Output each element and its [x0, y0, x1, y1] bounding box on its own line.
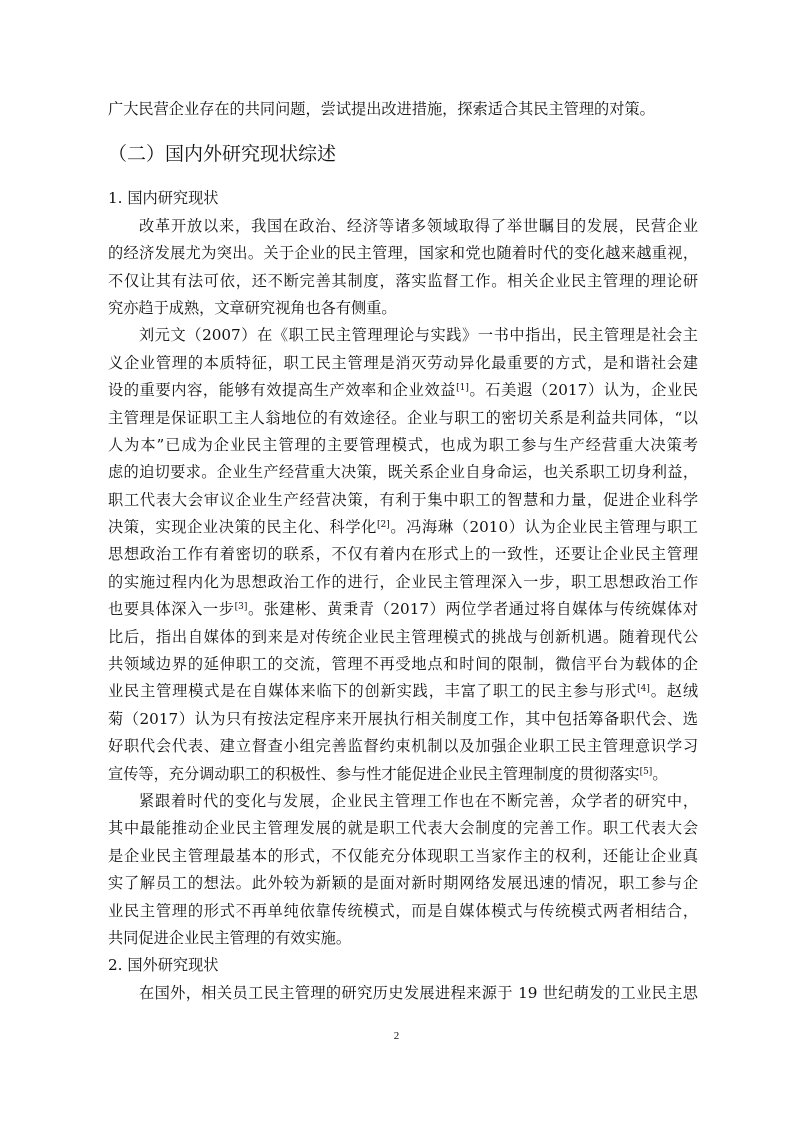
subsection-heading-foreign: 2. 国外研究现状 [108, 956, 219, 975]
paragraph-line: 改革开放以来，我国在政治、经济等诸多领域取得了举世瞩目的发展，民营企业 [139, 216, 698, 235]
paragraph-line: 义企业管理的本质特征，职工民主管理是消灭劳动异化最重要的方式，是和谐社会建 [108, 353, 698, 372]
paragraph-line: 在国外，相关员工民主管理的研究历史发展进程来源于 19 世纪萌发的工业民主思 [139, 983, 698, 1002]
paragraph-line: 人为本”已成为企业民主管理的主要管理模式，也成为职工参与生产经营重大决策考 [108, 435, 698, 454]
page-number: 2 [393, 1030, 400, 1042]
paragraph-line: 业民主管理模式是在自媒体来临下的创新实践，丰富了职工的民主参与形式[4]。赵绒 [108, 682, 698, 701]
paragraph-line: 的经济发展尤为突出。关于企业的民主管理，国家和党也随着时代的变化越来越重视， [108, 244, 698, 263]
paragraph-line: 好职代会代表、建立督查小组完善监督约束机制以及加强企业职工民主管理意识学习 [108, 737, 698, 756]
paragraph-line: 职工代表大会审议企业生产经营决策，有利于集中职工的智慧和力量，促进企业科学 [108, 490, 698, 509]
citation-ref: [1] [456, 383, 469, 394]
subsection-heading-domestic: 1. 国内研究现状 [108, 189, 219, 208]
paragraph-line: 主管理是保证职工主人翁地位的有效途径。企业与职工的密切关系是利益共同体，“以 [108, 408, 698, 427]
paragraph-line: 菊（2017）认为只有按法定程序来开展执行相关制度工作，其中包括筹备职代会、选 [108, 709, 698, 728]
paragraph-line: 业民主管理的形式不再单纯依靠传统模式，而是自媒体模式与传统模式两者相结合， [108, 901, 698, 920]
paragraph-line: 紧跟着时代的变化与发展，企业民主管理工作也在不断完善，众学者的研究中， [139, 791, 698, 810]
paragraph-line: 比后，指出自媒体的到来是对传统企业民主管理模式的挑战与创新机遇。随着现代公 [108, 627, 698, 646]
paragraph-line: 设的重要内容，能够有效提高生产效率和企业效益[1]。石美遐（2017）认为，企业民 [108, 381, 698, 400]
paragraph-line: 共领域边界的延伸职工的交流，管理不再受地点和时间的限制，微信平台为载体的企 [108, 655, 698, 674]
paragraph-line: 共同促进企业民主管理的有效实施。 [108, 928, 351, 947]
paragraph-line: 也要具体深入一步[3]。张建彬、黄秉青（2017）两位学者通过将自媒体与传统媒体对 [108, 600, 698, 619]
paragraph-line: 究亦趋于成熟，文章研究视角也各有侧重。 [108, 298, 397, 317]
paragraph-line: 刘元文（2007）在《职工民主管理理论与实践》一书中指出，民主管理是社会主 [139, 326, 698, 345]
citation-ref: [3] [234, 602, 248, 613]
section-heading: （二）国内外研究现状综述 [108, 143, 337, 166]
paragraph-line: 决策，实现企业决策的民主化、科学化[2]。冯海琳（2010）认为企业民主管理与职工 [108, 518, 698, 537]
paragraph-2 [108, 322, 698, 788]
paragraph-1 [108, 213, 698, 323]
citation-ref: [5] [639, 766, 653, 777]
paragraph-3 [108, 788, 698, 952]
page-content [108, 96, 698, 1007]
paragraph-line: 宣传等，充分调动职工的积极性、参与性才能促进企业民主管理制度的贯彻落实[5]。 [108, 764, 668, 783]
paragraph-line: 其中最能推动企业民主管理发展的就是职工代表大会制度的完善工作。职工代表大会 [108, 819, 698, 838]
citation-ref: [4] [637, 684, 650, 695]
paragraph-line: 不仅让其有法可依，还不断完善其制度，落实监督工作。相关企业民主管理的理论研 [108, 271, 698, 290]
paragraph-line: 思想政治工作有着密切的联系，不仅有着内在形式上的一致性，还要让企业民主管理 [108, 545, 698, 564]
continued-line: 广大民营企业存在的共同问题，尝试提出改进措施，探索适合其民主管理的对策。 [108, 100, 655, 118]
paragraph-line: 虑的迫切要求。企业生产经营重大决策，既关系企业自身命运，也关系职工切身利益， [108, 463, 698, 482]
paragraph-line: 实了解员工的想法。此外较为新颖的是面对新时期网络发展迅速的情况，职工参与企 [108, 874, 698, 893]
paragraph-line: 的实施过程内化为思想政治工作的进行，企业民主管理深入一步，职工思想政治工作 [108, 572, 698, 591]
citation-ref: [2] [376, 520, 390, 531]
paragraph-line: 是企业民主管理最基本的形式，不仅能充分体现职工当家作主的权利，还能让企业真 [108, 846, 698, 865]
paragraph-4 [108, 980, 698, 1007]
